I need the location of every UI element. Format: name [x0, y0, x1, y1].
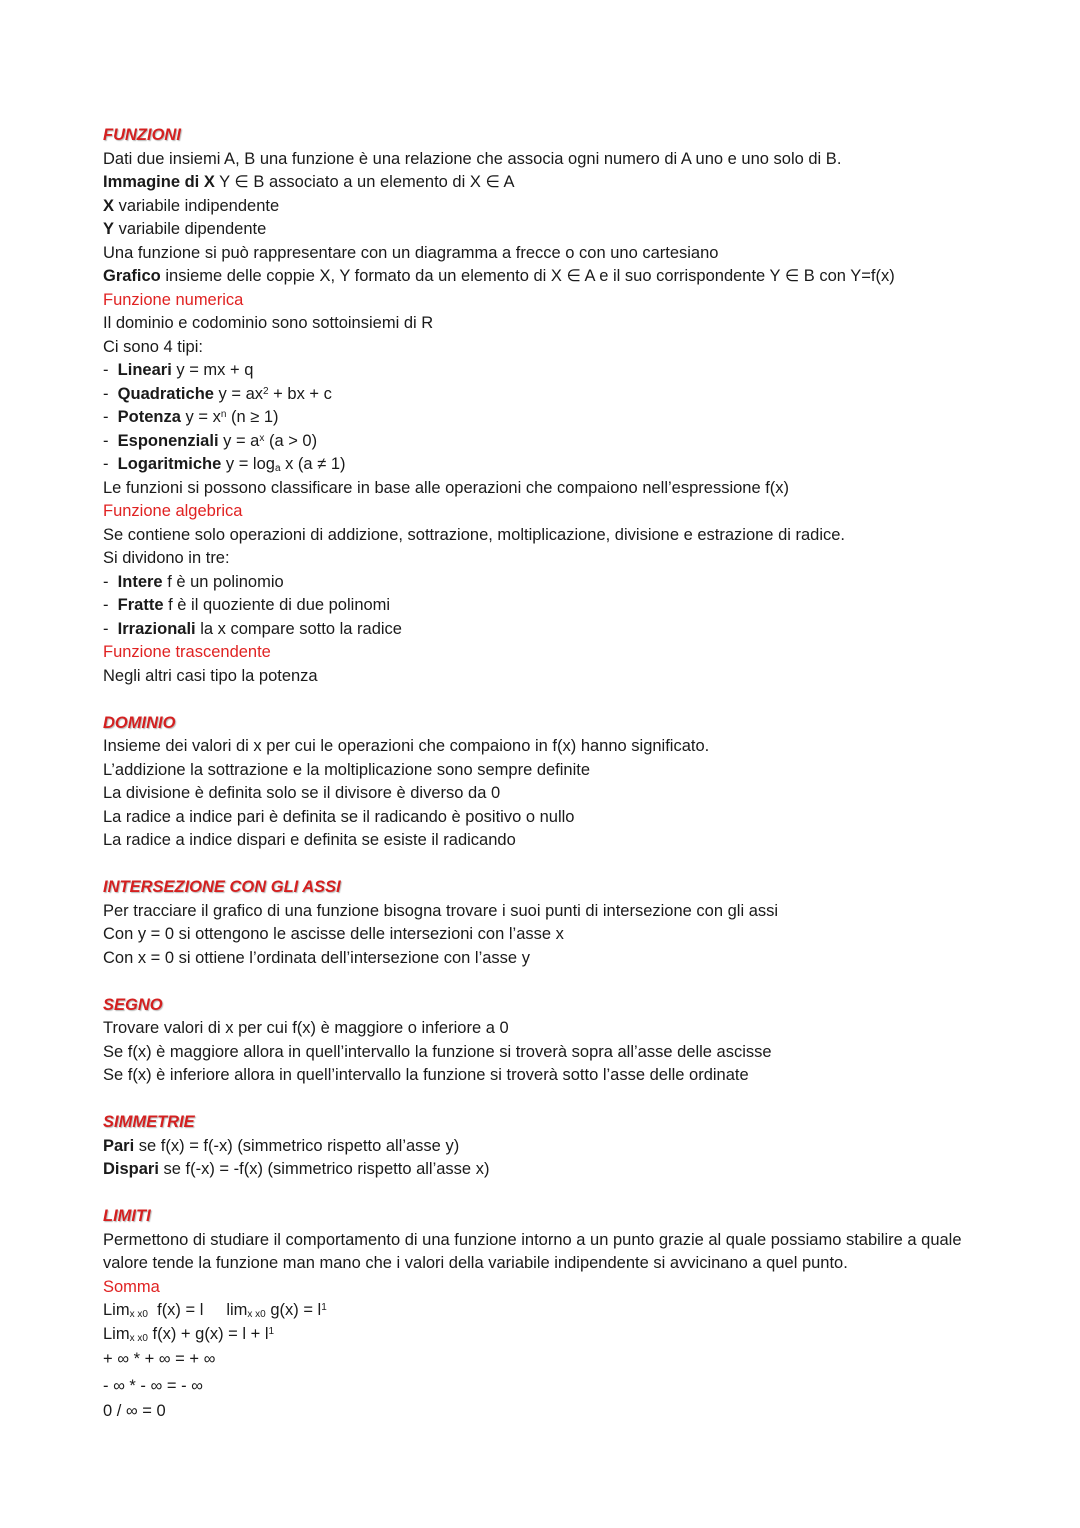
segno-line: Se f(x) è inferiore allora in quell’intervallo la funzione si troverà sotto l’asse delle ordinate	[103, 1066, 749, 1084]
term-y: Y	[103, 220, 115, 238]
list-item-quadratiche: - Quadratiche $y = ax^2$ + bx + c	[103, 384, 332, 403]
infinity-rule-zero: 0 / ∞ = 0	[103, 1402, 166, 1420]
spacer	[103, 970, 1003, 994]
term-intere: Intere	[117, 572, 163, 591]
tipi-intro: Ci sono 4 tipi:	[103, 337, 203, 356]
pari-line	[103, 1135, 1003, 1159]
y-line	[103, 218, 1003, 242]
dominio-line: L’addizione la sottrazione e la moltiplicazione sono sempre definite	[103, 760, 591, 779]
immagine-line	[103, 171, 1003, 195]
term-dispari: Dispari	[103, 1160, 159, 1178]
logaritmiche-base: a	[274, 463, 281, 474]
term-esponenziali: Esponenziali	[117, 431, 219, 450]
intersezione-line: Per tracciare il grafico di una funzione bisogna trovare i suoi punti di intersezione con gli assi	[103, 901, 779, 920]
spacer	[103, 1088, 1003, 1112]
dominio-line: La divisione è definita solo se il divisore è diverso da 0	[103, 784, 501, 802]
quadratiche-exponent: 2	[263, 385, 269, 397]
section-heading-limiti: LIMITI	[103, 1207, 151, 1225]
list-item-irrazionali: - Irrazionali la x compare sotto la radice	[103, 619, 402, 638]
lim-superscript: 1	[321, 1302, 327, 1313]
quadratiche-formula-a: y = ax	[213, 384, 264, 403]
dominio-line: Insieme dei valori di x per cui le operazioni che compaiono in f(x) hanno significato.	[103, 737, 710, 755]
list-item-potenza: - Potenza $y = x^n$ (n ≥ 1)	[103, 408, 279, 426]
potenza-formula-a: y = x	[180, 408, 221, 426]
limit-formula-1	[103, 1299, 1003, 1323]
irrazionali-text: la x compare sotto la radice	[195, 619, 402, 638]
x-text: variabile indipendente	[114, 196, 280, 215]
subheading-funzione-algebrica: Funzione algebrica	[103, 502, 243, 520]
term-logaritmiche: Logaritmiche	[117, 455, 222, 473]
term-quadratiche: Quadratiche	[117, 384, 214, 403]
classificazione-line: Le funzioni si possono classificare in base alle operazioni che compaiono nell’espressione f(x)	[103, 478, 790, 497]
dispari-text: se f(-x) = -f(x) (simmetrico rispetto all’asse x)	[158, 1160, 490, 1178]
section-heading-segno: SEGNO	[103, 995, 163, 1014]
term-irrazionali: Irrazionali	[117, 619, 196, 638]
lim-text: Lim	[103, 1324, 130, 1343]
lim-subscript: x x0	[129, 1332, 148, 1344]
infinity-rule-plus: + ∞ * + ∞ = + ∞	[103, 1350, 216, 1368]
lineari-formula: y = mx + q	[171, 361, 254, 379]
term-fratte: Fratte	[117, 596, 164, 614]
esponenziali-formula-a: y = a	[218, 431, 260, 450]
spacer	[103, 1182, 1003, 1206]
list-item-esponenziali: - Esponenziali $y = a^x$ (a > 0)	[103, 431, 318, 450]
fratte-text: f è il quoziente di due polinomi	[163, 596, 391, 614]
lim-text: g(x) = l	[265, 1301, 322, 1319]
pari-text: se f(x) = f(-x) (simmetrico rispetto all’asse y)	[134, 1136, 460, 1155]
esponenziali-exponent: x	[259, 432, 265, 444]
logaritmiche-formula-a: y = log	[221, 455, 275, 473]
list-item-intere: - Intere f è un polinomio	[103, 572, 284, 591]
numerica-text: Il dominio e codominio sono sottoinsiemi di R	[103, 314, 434, 332]
dispari-line	[103, 1158, 1003, 1182]
lim-superscript: 1	[268, 1325, 275, 1337]
intere-text: f è un polinomio	[162, 572, 284, 591]
limiti-paragraph: Permettono di studiare il comportamento di una funzione intorno a un punto grazie al quale possiamo stabilire a quale valore tende la funzione man mano che i valori della variabile indipendente si avvicinano a quel punto.	[103, 1230, 962, 1272]
term-grafico: Grafico	[103, 267, 161, 285]
list-item-lineari: - Lineari y = mx + q	[103, 361, 254, 379]
subheading-somma: Somma	[103, 1277, 160, 1296]
term-immagine: Immagine di X	[103, 173, 215, 191]
immagine-text: Y ∈ B associato a un elemento di X ∈ A	[214, 173, 515, 191]
spacer	[103, 853, 1003, 877]
rappresentazione-line: Una funzione si può rappresentare con un diagramma a frecce o con uno cartesiano	[103, 243, 719, 262]
potenza-formula-b: (n ≥ 1)	[226, 408, 279, 426]
grafico-text: insieme delle coppie X, Y formato da un elemento di X ∈ A e il suo corrispondente Y ∈ B con Y=f(x)	[160, 267, 895, 285]
spacer	[103, 688, 1003, 712]
lim-text: f(x) = l lim	[147, 1301, 248, 1319]
esponenziali-formula-b: (a > 0)	[264, 431, 318, 450]
limit-formula-2	[103, 1323, 1003, 1347]
term-lineari: Lineari	[117, 361, 172, 379]
section-heading-dominio: DOMINIO	[103, 713, 176, 732]
subheading-funzione-numerica: Funzione numerica	[103, 290, 244, 309]
lim-text: Lim	[103, 1301, 130, 1319]
dividono-line: Si dividono in tre:	[103, 549, 230, 567]
section-heading-funzioni: FUNZIONI	[103, 126, 181, 144]
document-page	[103, 124, 1003, 1424]
term-x: X	[103, 196, 115, 215]
subheading-funzione-trascendente: Funzione trascendente	[103, 643, 271, 661]
dominio-line: La radice a indice pari è definita se il radicando è positivo o nullo	[103, 807, 575, 826]
term-pari: Pari	[103, 1136, 135, 1155]
grafico-line	[103, 265, 1003, 289]
quadratiche-formula-b: + bx + c	[268, 384, 332, 403]
trascendente-text: Negli altri casi tipo la potenza	[103, 666, 318, 685]
section-heading-simmetrie: SIMMETRIE	[103, 1113, 195, 1131]
lim-text: f(x) + g(x) = l + l	[147, 1324, 269, 1343]
y-text: variabile dipendente	[114, 220, 267, 238]
list-item-fratte: - Fratte f è il quoziente di due polinomi	[103, 596, 391, 614]
x-line	[103, 195, 1003, 219]
list-item-logaritmiche: - Logaritmiche $y = \log_a x$ (a ≠ 1)	[103, 455, 346, 474]
segno-line: Trovare valori di x per cui f(x) è maggiore o inferiore a 0	[103, 1019, 509, 1037]
intersezione-line: Con y = 0 si ottengono le ascisse delle intersezioni con l’asse x	[103, 925, 564, 943]
infinity-rule-minus: - ∞ * - ∞ = - ∞	[103, 1377, 203, 1395]
lim-subscript: x x0	[247, 1309, 266, 1320]
term-potenza: Potenza	[117, 408, 181, 426]
funzioni-definition: Dati due insiemi A, B una funzione è una relazione che associa ogni numero di A uno e uno solo di B.	[103, 149, 842, 168]
intersezione-line: Con x = 0 si ottiene l’ordinata dell’intersezione con l’asse y	[103, 948, 530, 967]
potenza-exponent: n	[220, 409, 227, 420]
section-heading-intersezione: INTERSEZIONE CON GLI ASSI	[103, 878, 341, 896]
segno-line: Se f(x) è maggiore allora in quell’intervallo la funzione si troverà sopra all’asse delle ascisse	[103, 1042, 772, 1061]
logaritmiche-formula-b: x (a ≠ 1)	[280, 455, 346, 473]
lim-subscript: x x0	[129, 1309, 148, 1320]
dominio-line: La radice a indice dispari e definita se esiste il radicando	[103, 831, 516, 849]
algebrica-text: Se contiene solo operazioni di addizione, sottrazione, moltiplicazione, divisione e estrazione di radice.	[103, 525, 846, 544]
